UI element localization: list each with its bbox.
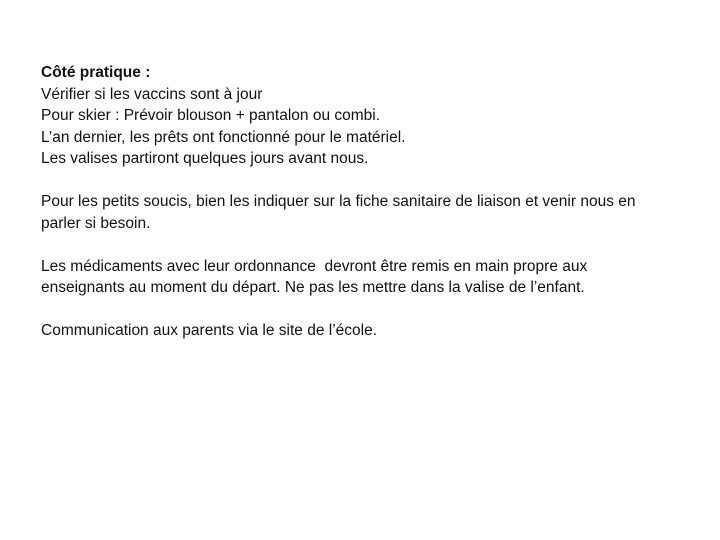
medication-line-2: enseignants au moment du départ. Ne pas les mettre dans la valise de l’enfant. bbox=[41, 279, 585, 296]
medication-line-1: Les médicaments avec leur ordonnance devront être remis en main propre aux bbox=[41, 257, 588, 275]
section-heading: Côté pratique : bbox=[41, 64, 151, 81]
section-communication bbox=[41, 320, 686, 342]
paragraph-spacer bbox=[41, 234, 686, 256]
paragraph-spacer bbox=[41, 299, 686, 321]
document-body bbox=[41, 62, 686, 342]
small-issues-line-2: parler si besoin. bbox=[41, 214, 151, 232]
vaccines-line: Vérifier si les vaccins sont à jour bbox=[41, 85, 263, 103]
section-small-issues bbox=[41, 191, 686, 234]
section-practical bbox=[41, 62, 686, 170]
equipment-loan-line: L’an dernier, les prêts ont fonctionné pour le matériel. bbox=[41, 128, 406, 146]
communication-line: Communication aux parents via le site de l’école. bbox=[41, 322, 378, 339]
luggage-line: Les valises partiront quelques jours avant nous. bbox=[41, 150, 369, 167]
small-issues-line-1: Pour les petits soucis, bien les indiquer sur la fiche sanitaire de liaison et venir nous en bbox=[41, 193, 636, 210]
ski-gear-line: Pour skier : Prévoir blouson + pantalon ou combi. bbox=[41, 107, 381, 124]
paragraph-spacer bbox=[41, 170, 686, 192]
section-medication bbox=[41, 256, 686, 299]
